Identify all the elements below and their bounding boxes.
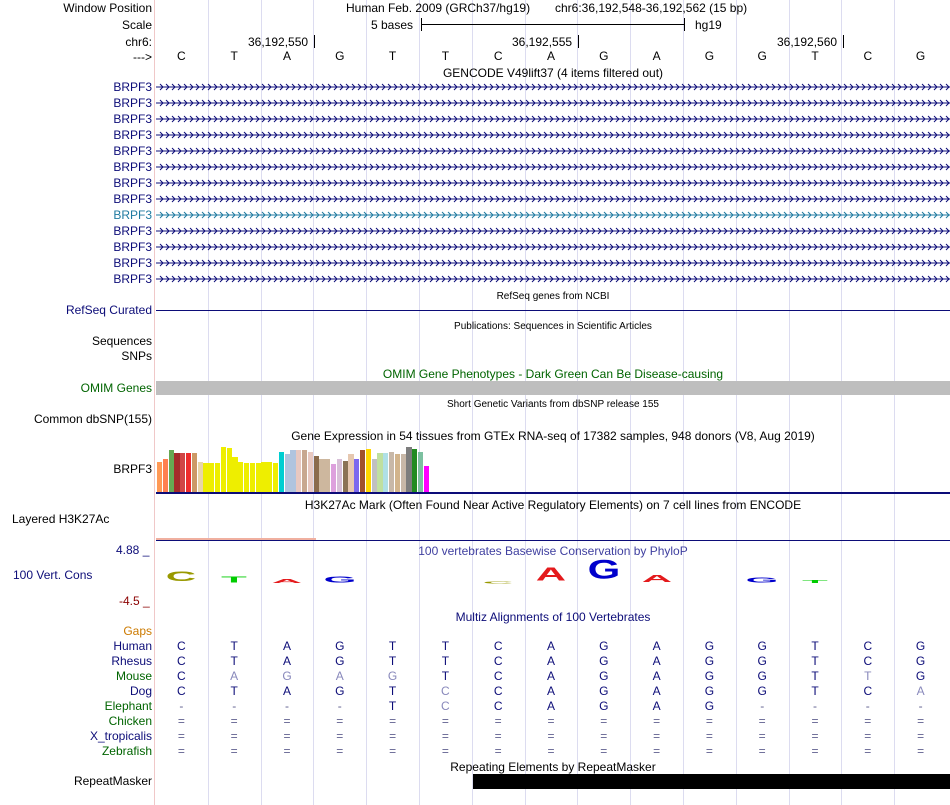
conservation-base-letter: T — [221, 574, 248, 585]
multiz-base: T — [811, 654, 819, 668]
multiz-base: A — [282, 639, 291, 653]
multiz-base: - — [232, 699, 237, 713]
scale-db: hg19 — [695, 18, 722, 32]
reference-base: G — [757, 49, 767, 63]
multiz-base: T — [230, 684, 238, 698]
coord-tick — [843, 35, 844, 48]
multiz-base: A — [282, 684, 291, 698]
gencode-transcript[interactable] — [0, 178, 950, 188]
multiz-base: = — [494, 729, 502, 743]
multiz-base: A — [230, 669, 239, 683]
gtex-tissue-bar[interactable] — [366, 449, 371, 492]
gtex-tissue-bar[interactable] — [244, 463, 249, 492]
multiz-base: G — [757, 639, 767, 653]
multiz-base: = — [547, 729, 555, 743]
gtex-tissue-bar[interactable] — [389, 452, 394, 492]
reference-base: G — [915, 49, 926, 63]
reference-base: C — [863, 49, 873, 63]
multiz-base: G — [335, 639, 345, 653]
multiz-base: G — [704, 654, 715, 668]
multiz-base: A — [916, 684, 925, 698]
multiz-track-title[interactable]: Multiz Alignments of 100 Vertebrates — [455, 610, 651, 624]
gtex-tissue-bar[interactable] — [337, 459, 342, 492]
multiz-base: C — [493, 639, 503, 653]
window-position-label: Window Position — [63, 1, 152, 15]
gencode-transcript[interactable] — [0, 242, 950, 252]
gtex-tissue-bar[interactable] — [331, 464, 336, 492]
gtex-tissue-bar[interactable] — [180, 453, 185, 492]
gtex-tissue-bar[interactable] — [227, 448, 232, 492]
multiz-base: = — [283, 744, 291, 758]
gencode-gene-label[interactable]: BRPF3 — [113, 160, 152, 174]
conservation-base-letter: T — [802, 579, 828, 585]
multiz-base: T — [230, 654, 238, 668]
chrom-label: chr6: — [125, 35, 152, 49]
multiz-base: A — [652, 654, 661, 668]
gencode-transcript[interactable] — [0, 226, 950, 236]
repeatmasker-track-title[interactable]: Repeating Elements by RepeatMasker — [450, 760, 656, 774]
multiz-base: = — [230, 744, 238, 758]
multiz-base: G — [915, 654, 926, 668]
gtex-tissue-bar[interactable] — [348, 454, 353, 492]
multiz-base: = — [389, 729, 397, 743]
gtex-tissue-bar[interactable] — [163, 459, 168, 492]
multiz-species-label[interactable]: Zebrafish — [101, 744, 152, 758]
scale-text: 5 bases — [371, 18, 414, 32]
gencode-gene-label[interactable]: BRPF3 — [113, 256, 152, 270]
gtex-tissue-bar[interactable] — [395, 454, 400, 492]
conservation-base-letter: A — [535, 564, 567, 585]
gencode-gene-label[interactable]: BRPF3 — [113, 96, 152, 110]
reference-base: A — [282, 49, 291, 63]
gencode-transcript[interactable] — [0, 114, 950, 124]
coord-tick-label: 36,192,560 — [777, 35, 838, 49]
omim-track-title[interactable]: OMIM Gene Phenotypes - Dark Green Can Be Disease-causing — [382, 367, 724, 381]
multiz-base: T — [441, 669, 450, 683]
multiz-base: = — [917, 714, 925, 728]
multiz-base: C — [863, 639, 873, 653]
coord-tick-label: 36,192,555 — [512, 35, 573, 49]
multiz-base: G — [599, 699, 609, 713]
multiz-base: A — [546, 639, 555, 653]
gtex-tissue-bar[interactable] — [215, 463, 220, 492]
gencode-transcript[interactable] — [0, 146, 950, 156]
multiz-base: C — [441, 684, 450, 698]
multiz-base: = — [811, 744, 819, 758]
h3k27ac-baseline — [156, 540, 950, 541]
conservation-base-letter: C — [482, 581, 514, 585]
multiz-base: = — [230, 714, 238, 728]
gtex-tissue-bar[interactable] — [412, 449, 417, 492]
multiz-base: = — [758, 729, 766, 743]
reference-base: G — [599, 49, 609, 63]
multiz-base: A — [652, 639, 661, 653]
gtex-tissue-bar[interactable] — [418, 452, 423, 492]
gtex-tissue-bar[interactable] — [383, 453, 388, 492]
publications-track-label[interactable]: Sequences — [91, 334, 152, 348]
gtex-tissue-bar[interactable] — [406, 447, 411, 492]
multiz-base: G — [704, 669, 715, 683]
gencode-track-title[interactable]: GENCODE V49lift37 (4 items filtered out) — [442, 66, 664, 80]
multiz-base: T — [864, 669, 872, 683]
multiz-base: A — [652, 699, 661, 713]
multiz-base: = — [547, 744, 555, 758]
multiz-base: C — [177, 639, 186, 653]
multiz-base: C — [863, 654, 873, 668]
multiz-base: G — [282, 669, 292, 683]
coord-tick — [578, 35, 579, 48]
multiz-base: = — [441, 714, 449, 728]
gtex-tissue-bar[interactable] — [203, 463, 208, 492]
multiz-base: = — [917, 729, 925, 743]
gtex-tissue-bar[interactable] — [377, 453, 382, 492]
multiz-base: = — [494, 744, 502, 758]
multiz-base: = — [336, 729, 344, 743]
conservation-ymax: 4.88 _ — [116, 543, 150, 557]
coord-tick-label: 36,192,550 — [248, 35, 309, 49]
gencode-gene-label[interactable]: BRPF3 — [113, 128, 152, 142]
conservation-base-letter: A — [641, 573, 672, 585]
gtex-tissue-bar[interactable] — [267, 462, 272, 492]
gtex-tissue-bar[interactable] — [174, 453, 179, 492]
gtex-tissue-bar[interactable] — [360, 450, 365, 492]
gencode-transcript[interactable] — [0, 194, 950, 204]
multiz-base: A — [546, 654, 555, 668]
gtex-tissue-bar[interactable] — [250, 463, 255, 492]
reference-base: C — [177, 49, 186, 63]
gtex-tissue-bar[interactable] — [308, 452, 313, 492]
multiz-base: G — [335, 684, 345, 698]
h3k27ac-track-label[interactable]: Layered H3K27Ac — [12, 512, 110, 526]
multiz-base: = — [494, 714, 502, 728]
multiz-base: - — [760, 699, 765, 713]
conservation-track-title[interactable]: 100 vertebrates Basewise Conservation by PhyloP — [418, 544, 688, 558]
multiz-base: = — [758, 744, 766, 758]
reference-base: A — [546, 49, 555, 63]
gencode-transcript[interactable] — [0, 162, 950, 172]
multiz-base: = — [547, 714, 555, 728]
snps-label: SNPs — [121, 349, 152, 363]
multiz-base: = — [653, 729, 661, 743]
multiz-base: T — [388, 699, 397, 713]
multiz-base: = — [336, 744, 344, 758]
multiz-species-label[interactable]: Human — [113, 639, 152, 653]
multiz-base: G — [704, 684, 715, 698]
multiz-base: G — [704, 639, 715, 653]
multiz-base: G — [915, 669, 926, 683]
scale-label: Scale — [121, 18, 152, 32]
multiz-base: T — [811, 639, 819, 653]
gtex-tissue-bar[interactable] — [285, 454, 290, 492]
multiz-species-label[interactable]: Rhesus — [111, 654, 152, 668]
publications-track-title[interactable]: Publications: Sequences in Scientific Articles — [454, 321, 652, 332]
conservation-base-letter: A — [271, 577, 303, 585]
scale-bar — [421, 24, 685, 25]
multiz-base: A — [282, 654, 291, 668]
gtex-tissue-bar[interactable] — [261, 462, 266, 492]
gtex-tissue-bar[interactable] — [273, 463, 278, 492]
position-text[interactable]: chr6:36,192,548-36,192,562 (15 bp) — [555, 1, 748, 15]
multiz-species-label[interactable]: X_tropicalis — [89, 729, 152, 743]
multiz-base: = — [653, 744, 661, 758]
gtex-tissue-bar[interactable] — [238, 462, 243, 492]
multiz-base: T — [388, 639, 397, 653]
multiz-base: = — [600, 729, 608, 743]
conservation-base-letter: C — [166, 569, 197, 585]
scale-bar-right-tick — [684, 18, 685, 31]
gtex-tissue-bar[interactable] — [169, 450, 174, 492]
multiz-base: A — [335, 669, 344, 683]
multiz-base: T — [230, 639, 238, 653]
strand-label: ---> — [133, 50, 152, 64]
multiz-species-label[interactable]: Elephant — [104, 699, 152, 713]
multiz-base: = — [758, 714, 766, 728]
multiz-base: C — [441, 699, 450, 713]
multiz-base: A — [546, 684, 555, 698]
multiz-base: T — [811, 684, 819, 698]
reference-base: G — [335, 49, 345, 63]
repeatmasker-track-label[interactable]: RepeatMasker — [73, 774, 152, 788]
dbsnp-track-title[interactable]: Short Genetic Variants from dbSNP release 155 — [447, 399, 659, 410]
gtex-tissue-bar[interactable] — [186, 453, 191, 492]
reference-base: G — [704, 49, 715, 63]
multiz-base: T — [811, 669, 819, 683]
gencode-gene-label[interactable]: BRPF3 — [113, 144, 152, 158]
multiz-base: = — [917, 744, 925, 758]
multiz-base: = — [864, 744, 872, 758]
multiz-species-label[interactable]: Dog — [129, 684, 152, 698]
multiz-base: = — [336, 714, 344, 728]
multiz-base: C — [177, 669, 186, 683]
multiz-base: = — [653, 714, 661, 728]
refseq-track-label[interactable]: RefSeq Curated — [65, 303, 152, 317]
multiz-base: - — [813, 699, 817, 713]
gencode-transcript[interactable] — [0, 130, 950, 140]
multiz-base: = — [389, 714, 397, 728]
gencode-gene-label[interactable]: BRPF3 — [113, 240, 152, 254]
refseq-track-title[interactable]: RefSeq genes from NCBI — [496, 291, 610, 302]
coord-tick — [314, 35, 315, 48]
multiz-base: T — [388, 684, 397, 698]
multiz-base: = — [705, 714, 713, 728]
gencode-transcript[interactable] — [0, 258, 950, 268]
conservation-base-letter: G — [323, 574, 357, 585]
gencode-gene-label[interactable]: BRPF3 — [113, 272, 152, 286]
multiz-base: = — [389, 744, 397, 758]
gencode-gene-label[interactable]: BRPF3 — [113, 224, 152, 238]
gencode-gene-label[interactable]: BRPF3 — [113, 192, 152, 206]
multiz-base: = — [705, 729, 713, 743]
gtex-tissue-bar[interactable] — [354, 459, 359, 492]
multiz-base: C — [493, 684, 503, 698]
gtex-tissue-bar[interactable] — [290, 450, 295, 492]
multiz-base: G — [915, 639, 926, 653]
reference-base: T — [388, 49, 397, 63]
multiz-base: G — [757, 654, 767, 668]
multiz-base: = — [600, 714, 608, 728]
multiz-base: A — [546, 699, 555, 713]
multiz-base: A — [652, 684, 661, 698]
multiz-base: = — [177, 744, 185, 758]
multiz-base: T — [388, 654, 397, 668]
gtex-tissue-bar[interactable] — [343, 461, 348, 492]
multiz-base: = — [864, 729, 872, 743]
gtex-tissue-bar[interactable] — [401, 454, 406, 492]
multiz-base: C — [493, 654, 503, 668]
reference-base: T — [441, 49, 450, 63]
omim-feature[interactable] — [156, 381, 950, 395]
multiz-base: C — [493, 669, 503, 683]
multiz-base: G — [599, 639, 609, 653]
multiz-base: C — [177, 684, 186, 698]
multiz-base: = — [864, 714, 872, 728]
gencode-gene-label[interactable]: BRPF3 — [113, 176, 152, 190]
gencode-gene-label[interactable]: BRPF3 — [113, 112, 152, 126]
gtex-baseline — [156, 492, 950, 494]
gtex-tissue-bar[interactable] — [157, 462, 162, 492]
multiz-base: = — [177, 729, 185, 743]
gtex-tissue-bar[interactable] — [372, 459, 377, 492]
multiz-base: G — [599, 669, 609, 683]
omim-track-label[interactable]: OMIM Genes — [80, 381, 152, 395]
multiz-base: = — [705, 744, 713, 758]
gtex-tissue-bar[interactable] — [296, 450, 301, 492]
multiz-base: = — [811, 729, 819, 743]
multiz-base: = — [230, 729, 238, 743]
multiz-base: = — [600, 744, 608, 758]
gtex-tissue-bar[interactable] — [279, 452, 284, 492]
multiz-species-label[interactable]: Chicken — [108, 714, 152, 728]
gencode-gene-label[interactable]: BRPF3 — [113, 208, 152, 222]
multiz-base: C — [863, 684, 873, 698]
gencode-transcript[interactable] — [0, 98, 950, 108]
multiz-base: - — [918, 699, 923, 713]
conservation-base-letter: G — [745, 576, 779, 585]
gtex-tissue-bar[interactable] — [198, 462, 203, 492]
reference-base: A — [652, 49, 661, 63]
multiz-base: G — [599, 654, 609, 668]
gtex-tissue-bar[interactable] — [221, 447, 226, 492]
gtex-track-label[interactable]: BRPF3 — [113, 462, 152, 476]
multiz-base: A — [652, 669, 661, 683]
gencode-transcript[interactable] — [0, 274, 950, 284]
assembly-text[interactable]: Human Feb. 2009 (GRCh37/hg19) — [346, 1, 531, 15]
conservation-track-label[interactable]: 100 Vert. Cons — [13, 568, 93, 582]
multiz-base: G — [335, 654, 345, 668]
conservation-ymin: -4.5 _ — [119, 594, 150, 608]
gencode-gene-label[interactable]: BRPF3 — [113, 80, 152, 94]
multiz-species-label[interactable]: Mouse — [115, 669, 152, 683]
gtex-tissue-bar[interactable] — [209, 463, 214, 492]
multiz-base: G — [757, 669, 767, 683]
multiz-base: = — [441, 744, 449, 758]
gtex-tissue-bar[interactable] — [192, 453, 197, 492]
conservation-base-letter: G — [587, 555, 621, 586]
gencode-transcript[interactable] — [0, 82, 950, 92]
gtex-tissue-bar[interactable] — [256, 463, 261, 492]
multiz-base: = — [283, 729, 291, 743]
reference-base: T — [230, 49, 238, 63]
multiz-base: = — [283, 714, 291, 728]
gtex-tissue-bar[interactable] — [314, 456, 319, 492]
multiz-base: G — [704, 699, 715, 713]
gtex-tissue-bar[interactable] — [302, 450, 307, 492]
reference-base: C — [493, 49, 503, 63]
multiz-base: - — [865, 699, 870, 713]
gtex-tissue-bar[interactable] — [325, 459, 330, 492]
gtex-track-title[interactable]: Gene Expression in 54 tissues from GTEx RNA-seq of 17382 samples, 948 donors (V8, Aug 2019) — [291, 429, 815, 443]
multiz-base: G — [599, 684, 609, 698]
multiz-base: = — [811, 714, 819, 728]
multiz-base: - — [337, 699, 342, 713]
refseq-intron-line[interactable] — [156, 310, 950, 311]
multiz-base: A — [546, 669, 555, 683]
multiz-base: = — [441, 729, 449, 743]
gtex-tissue-bar[interactable] — [232, 457, 237, 492]
multiz-base: G — [757, 684, 767, 698]
multiz-base: = — [177, 714, 185, 728]
multiz-base: C — [493, 699, 503, 713]
dbsnp-track-label[interactable]: Common dbSNP(155) — [33, 412, 152, 426]
repeatmasker-feature[interactable] — [473, 774, 950, 789]
multiz-base: C — [177, 654, 186, 668]
multiz-base: - — [285, 699, 289, 713]
multiz-base: T — [441, 639, 450, 653]
multiz-base: T — [441, 654, 450, 668]
gtex-tissue-bar[interactable] — [424, 466, 429, 492]
gencode-transcript[interactable] — [0, 210, 950, 220]
scale-bar-left-tick — [421, 18, 422, 31]
multiz-base: - — [179, 699, 184, 713]
gaps-label: Gaps — [123, 624, 152, 638]
reference-base: T — [811, 49, 819, 63]
multiz-base: G — [387, 669, 398, 683]
h3k27ac-track-title[interactable]: H3K27Ac Mark (Often Found Near Active Regulatory Elements) on 7 cell lines from ENCODE — [304, 498, 802, 512]
gtex-tissue-bar[interactable] — [319, 459, 324, 492]
